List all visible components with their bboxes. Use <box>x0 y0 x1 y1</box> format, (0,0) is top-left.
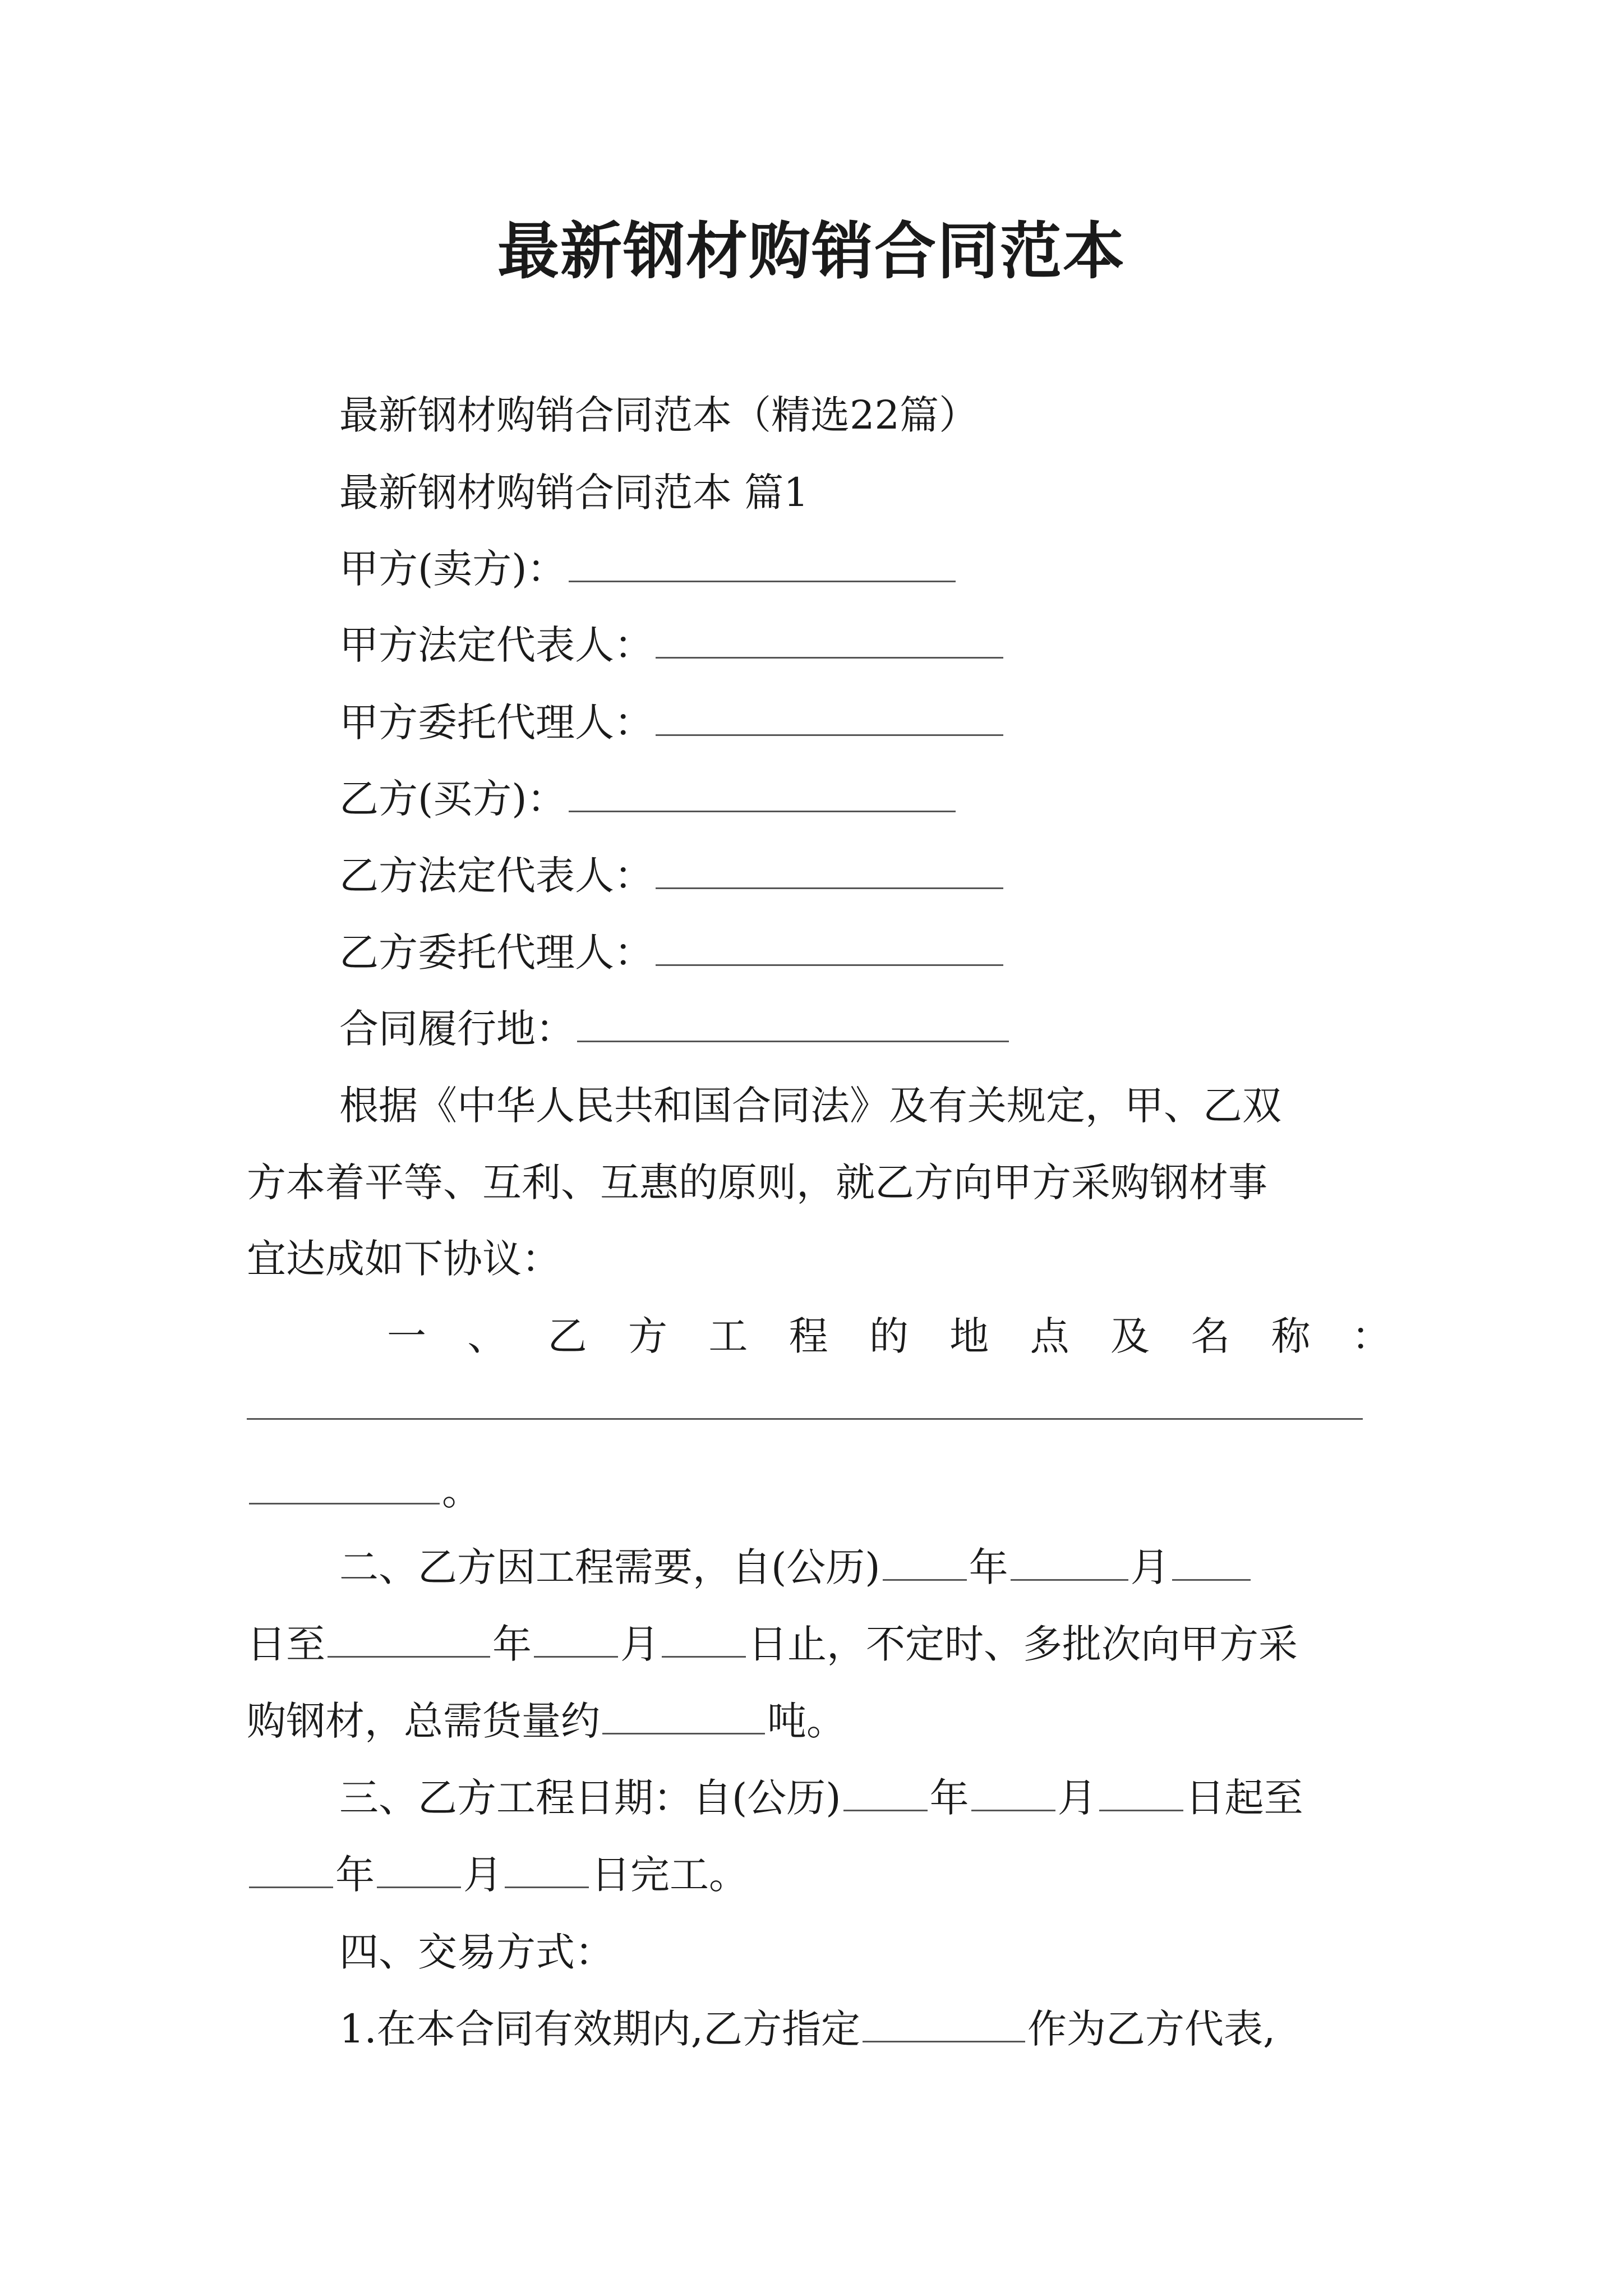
clause-1-char: 乙 <box>547 1313 587 1359</box>
clause-2-text: 购钢材，总需货量约 <box>247 1698 600 1744</box>
preamble-line-3: 宜达成如下协议： <box>247 1236 561 1282</box>
month-label: 月 <box>620 1621 660 1667</box>
clause-1-char: 、 <box>467 1313 507 1359</box>
year-blank <box>883 1545 967 1581</box>
clause-3-line-1 <box>339 1770 1303 1826</box>
buyer-agent-label: 乙方委托代理人： <box>339 930 653 976</box>
clause-1-char: 一 <box>387 1313 426 1359</box>
month-blank <box>971 1776 1055 1811</box>
clause-1-period: 。 <box>442 1468 481 1514</box>
day-blank <box>662 1622 746 1658</box>
clause-2-line-2 <box>247 1616 1298 1672</box>
buyer-legal-rep-label: 乙方法定代表人： <box>339 853 653 899</box>
year-label: 年 <box>969 1544 1008 1590</box>
start-label: 日起至 <box>1185 1775 1303 1821</box>
article-heading: 最新钢材购销合同范本 篇1 <box>339 470 809 516</box>
clause-2-line-3 <box>247 1693 846 1749</box>
clause-1-blank-line <box>247 1418 1363 1420</box>
place-label: 合同履行地： <box>339 1006 575 1052</box>
seller-legal-rep-blank <box>656 623 1003 659</box>
clause-4-item-1 <box>339 2001 1275 2057</box>
day-blank <box>505 1853 589 1888</box>
clause-4-heading: 四、交易方式： <box>339 1929 614 1975</box>
buyer-blank <box>569 777 956 812</box>
clause-1-char: ： <box>1351 1313 1391 1359</box>
day-blank <box>1099 1776 1183 1811</box>
day-to-label: 日至 <box>247 1621 325 1667</box>
seller-label: 甲方(卖方)： <box>339 546 566 592</box>
month-label: 月 <box>1057 1775 1097 1821</box>
seller-agent-blank <box>656 701 1003 736</box>
buyer-legal-rep-field <box>339 848 1006 904</box>
buyer-field <box>339 771 958 827</box>
clause-2-text: 二、乙方因工程需要，自(公历) <box>339 1544 880 1590</box>
day-blank <box>1172 1545 1251 1581</box>
unit-label: 吨。 <box>767 1698 846 1744</box>
clause-1-char: 地 <box>949 1313 989 1359</box>
document-title: 最新钢材购销合同范本 <box>497 215 1126 287</box>
clause-2-line-1 <box>339 1539 1253 1595</box>
clause-1-char: 工 <box>708 1313 748 1359</box>
seller-blank <box>569 547 956 582</box>
place-field <box>339 1001 1011 1057</box>
clause-1-end <box>247 1463 481 1519</box>
clause-3-line-2 <box>247 1847 748 1903</box>
clause-4-text: 1.在本合同有效期内,乙方指定 <box>339 2006 861 2052</box>
seller-legal-rep-label: 甲方法定代表人： <box>339 622 653 668</box>
seller-agent-label: 甲方委托代理人： <box>339 700 653 746</box>
buyer-agent-blank <box>656 931 1003 966</box>
clause-1-char: 点 <box>1030 1313 1069 1359</box>
month-blank <box>377 1853 461 1888</box>
clause-3-text: 三、乙方工程日期：自(公历) <box>339 1775 841 1821</box>
buyer-agent-field <box>339 924 1006 981</box>
year-blank <box>328 1622 490 1658</box>
clause-1-char: 的 <box>869 1313 909 1359</box>
seller-field <box>339 541 958 597</box>
year-label: 年 <box>335 1852 375 1898</box>
year-blank <box>249 1853 333 1888</box>
subtitle: 最新钢材购销合同范本（精选22篇） <box>339 392 979 438</box>
clause-1-char: 程 <box>789 1313 828 1359</box>
month-blank <box>534 1622 618 1658</box>
month-blank <box>1011 1545 1128 1581</box>
buyer-legal-rep-blank <box>656 854 1003 889</box>
year-label: 年 <box>492 1621 532 1667</box>
clause-1-blank <box>249 1469 440 1504</box>
representative-blank <box>863 2007 1025 2042</box>
clause-1-heading <box>387 1308 1391 1364</box>
buyer-label: 乙方(买方)： <box>339 776 566 822</box>
year-label: 年 <box>929 1775 969 1821</box>
clause-1-char: 方 <box>628 1313 667 1359</box>
clause-4-text: 作为乙方代表, <box>1027 2006 1276 2052</box>
clause-1-char: 称 <box>1271 1313 1311 1359</box>
year-blank <box>843 1776 928 1811</box>
place-blank <box>577 1007 1009 1042</box>
seller-agent-field <box>339 694 1006 751</box>
clause-2-text: 日止，不定时、多批次向甲方采 <box>748 1621 1298 1667</box>
finish-label: 日完工。 <box>591 1852 748 1898</box>
preamble-line-2: 方本着平等、互利、互惠的原则，就乙方向甲方采购钢材事 <box>247 1159 1267 1205</box>
month-label: 月 <box>1130 1544 1170 1590</box>
quantity-blank <box>602 1699 765 1734</box>
clause-1-char: 名 <box>1191 1313 1230 1359</box>
clause-1-char: 及 <box>1110 1313 1150 1359</box>
preamble-line-1: 根据《中华人民共和国合同法》及有关规定，甲、乙双 <box>339 1083 1281 1129</box>
seller-legal-rep-field <box>339 617 1006 673</box>
month-label: 月 <box>463 1852 502 1898</box>
